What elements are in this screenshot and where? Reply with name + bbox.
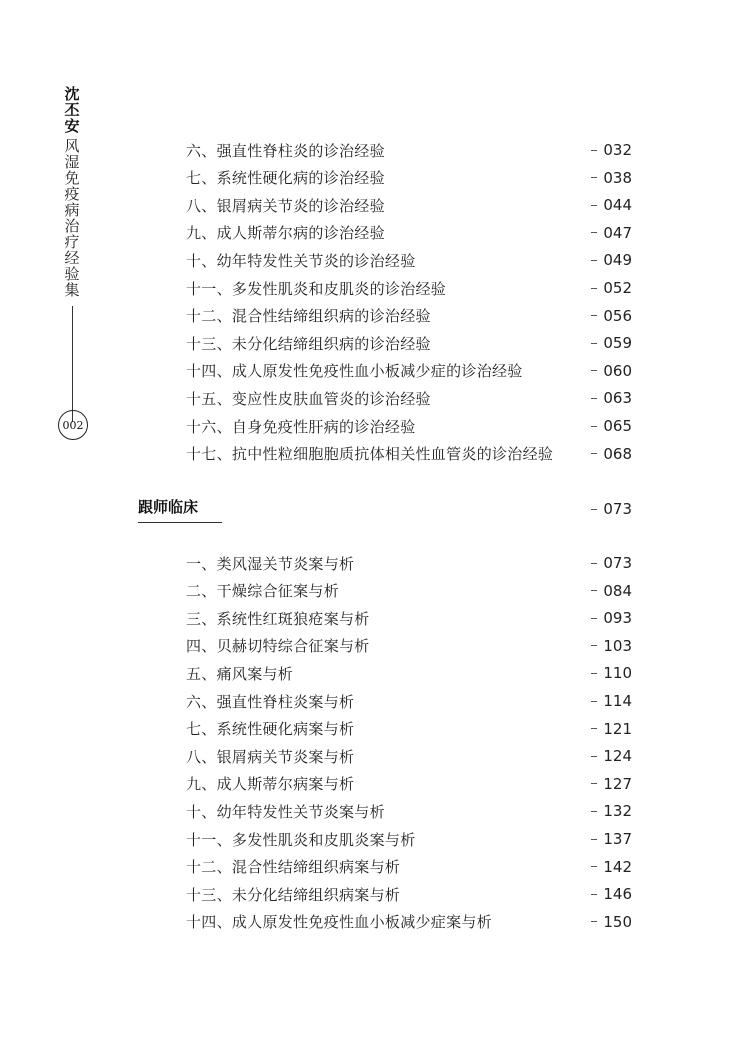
leader-dash xyxy=(591,921,597,922)
leader-dash xyxy=(591,618,597,619)
toc-entry-page-number: 068 xyxy=(603,444,632,463)
toc-entry-label: 七、系统性硬化病案与析 xyxy=(186,720,355,739)
toc-entry-page xyxy=(591,224,632,242)
toc-entry-page xyxy=(591,362,632,380)
toc-entry-page xyxy=(591,445,632,463)
leader-dash xyxy=(591,563,597,564)
leader-dash xyxy=(591,398,597,399)
toc-entry-page-number: 056 xyxy=(603,306,632,325)
toc-entry-label: 九、成人斯蒂尔病案与析 xyxy=(186,775,355,794)
leader-dash xyxy=(591,673,597,674)
toc-entry-label: 二、干燥综合征案与析 xyxy=(186,582,340,601)
toc-entry-label: 十七、抗中性粒细胞胞质抗体相关性血管炎的诊治经验 xyxy=(186,445,554,464)
toc-entry-label: 十五、变应性皮肤血管炎的诊治经验 xyxy=(186,389,431,408)
toc-entry-label: 十一、多发性肌炎和皮肌炎的诊治经验 xyxy=(186,279,447,298)
toc-entry-label: 十六、自身免疫性肝病的诊治经验 xyxy=(186,417,416,436)
section-page xyxy=(591,500,632,518)
toc-entry[interactable] xyxy=(186,745,632,767)
toc-entry[interactable] xyxy=(186,690,632,712)
leader-dash xyxy=(591,728,597,729)
author-name: 沈丕安 xyxy=(62,86,81,134)
toc-entry[interactable] xyxy=(186,443,632,465)
toc-entry-page xyxy=(591,307,632,325)
toc-entry[interactable] xyxy=(186,167,632,189)
toc-entry-page-number: 142 xyxy=(603,857,632,876)
toc-entry-page xyxy=(591,334,632,352)
toc-entry-page-number: 038 xyxy=(603,168,632,187)
toc-entry-page xyxy=(591,747,632,765)
toc-entry[interactable] xyxy=(186,883,632,905)
leader-dash xyxy=(591,426,597,427)
toc-entry[interactable] xyxy=(186,800,632,822)
section-heading-row[interactable] xyxy=(138,497,632,521)
toc-entry-label: 十二、混合性结缔组织病案与析 xyxy=(186,858,401,877)
leader-dash xyxy=(591,260,597,261)
book-title: 风湿免疫病治疗经验集 xyxy=(62,138,81,298)
page-number-badge: 002 xyxy=(58,410,88,440)
toc-entry-label: 十三、未分化结缔组织病的诊治经验 xyxy=(186,334,431,353)
toc-entry[interactable] xyxy=(186,552,632,574)
toc-entry-page xyxy=(591,417,632,435)
toc-entry[interactable] xyxy=(186,277,632,299)
toc-entry-page xyxy=(591,775,632,793)
leader-dash xyxy=(591,343,597,344)
leader-dash xyxy=(591,756,597,757)
toc-entry-page xyxy=(591,196,632,214)
toc-entry-label: 八、银屑病关节炎的诊治经验 xyxy=(186,196,385,215)
toc-entry-page-number: 150 xyxy=(603,912,632,931)
toc-entry-page-number: 084 xyxy=(603,581,632,600)
toc-entry-page-number: 146 xyxy=(603,885,632,904)
toc-entry-page xyxy=(591,802,632,820)
book-sidebar xyxy=(58,86,86,422)
toc-entry-label: 七、系统性硬化病的诊治经验 xyxy=(186,169,385,188)
toc-entry[interactable] xyxy=(186,305,632,327)
toc-entry[interactable] xyxy=(186,607,632,629)
toc-entry-label: 十一、多发性肌炎和皮肌炎案与析 xyxy=(186,830,416,849)
toc-entry-page-number: 032 xyxy=(603,141,632,159)
toc-entry-page-number: 049 xyxy=(603,251,632,270)
leader-dash xyxy=(591,811,597,812)
leader-dash xyxy=(591,177,597,178)
toc-entry[interactable] xyxy=(186,139,632,161)
toc-entry-page xyxy=(591,389,632,407)
toc-entry-label: 十、幼年特发性关节炎案与析 xyxy=(186,802,385,821)
toc-entry[interactable] xyxy=(186,856,632,878)
toc-entry-label: 十二、混合性结缔组织病的诊治经验 xyxy=(186,307,431,326)
toc-entry-label: 九、成人斯蒂尔病的诊治经验 xyxy=(186,224,385,243)
toc-entry-page xyxy=(591,858,632,876)
leader-dash xyxy=(591,783,597,784)
toc-entry-page-number: 059 xyxy=(603,334,632,353)
toc-entry[interactable] xyxy=(186,911,632,933)
toc-entry[interactable] xyxy=(186,360,632,382)
leader-dash xyxy=(591,370,597,371)
toc-entry-page-number: 103 xyxy=(603,636,632,655)
toc-entry-page xyxy=(591,913,632,931)
toc-entry-page xyxy=(591,279,632,297)
toc-entry-label: 十四、成人原发性免疫性血小板减少症的诊治经验 xyxy=(186,362,523,381)
toc-entry-page-number: 110 xyxy=(603,664,632,683)
leader-dash xyxy=(591,839,597,840)
toc-entry[interactable] xyxy=(186,194,632,216)
toc-entry-label: 八、银屑病关节炎案与析 xyxy=(186,747,355,766)
toc-entry[interactable] xyxy=(186,828,632,850)
toc-entry-label: 一、类风湿关节炎案与析 xyxy=(186,554,355,573)
toc-entry-page xyxy=(591,664,632,682)
toc-entry-label: 十、幼年特发性关节炎的诊治经验 xyxy=(186,251,416,270)
toc-entry-label: 四、贝赫切特综合征案与析 xyxy=(186,637,370,656)
toc-entry-page xyxy=(591,251,632,269)
toc-entry[interactable] xyxy=(186,222,632,244)
toc-entry[interactable] xyxy=(186,332,632,354)
toc-entry-page xyxy=(591,554,632,572)
leader-dash xyxy=(591,701,597,702)
toc-entry-label: 十四、成人原发性免疫性血小板减少症案与析 xyxy=(186,913,493,932)
toc-entry-page-number: 124 xyxy=(603,747,632,766)
toc-entry-page-number: 052 xyxy=(603,279,632,297)
leader-dash xyxy=(591,645,597,646)
toc-entry[interactable] xyxy=(186,415,632,437)
toc-entry[interactable] xyxy=(186,635,632,657)
leader-dash xyxy=(591,866,597,867)
toc-entry-page xyxy=(591,637,632,655)
toc-entry-page-number: 132 xyxy=(603,802,632,821)
leader-dash xyxy=(591,453,597,454)
toc-entry-page-number: 137 xyxy=(603,830,632,848)
toc-entry[interactable] xyxy=(186,580,632,602)
section-page-number: 073 xyxy=(603,500,632,518)
toc-entry[interactable] xyxy=(186,718,632,740)
leader-dash xyxy=(591,590,597,591)
toc-entry-label: 十三、未分化结缔组织病案与析 xyxy=(186,885,401,904)
leader-dash xyxy=(591,150,597,151)
leader-dash xyxy=(591,894,597,895)
toc-entry-label: 三、系统性红斑狼疮案与析 xyxy=(186,609,370,628)
toc-entry-label: 六、强直性脊柱炎案与析 xyxy=(186,692,355,711)
leader-dash xyxy=(591,205,597,206)
toc-entry-page xyxy=(591,582,632,600)
toc-entry-page xyxy=(591,720,632,738)
toc-entry-page xyxy=(591,141,632,159)
section-title: 跟师临床 xyxy=(138,496,198,523)
toc-entry-page-number: 065 xyxy=(603,417,632,435)
toc-entry[interactable] xyxy=(186,387,632,409)
toc-entry[interactable] xyxy=(186,773,632,795)
toc-entry-page-number: 060 xyxy=(603,361,632,380)
leader-dash xyxy=(591,509,597,510)
toc-entry-page-number: 114 xyxy=(603,692,632,710)
toc-entry-page xyxy=(591,830,632,848)
leader-dash xyxy=(591,232,597,233)
toc-entry-page xyxy=(591,885,632,903)
leader-dash xyxy=(591,315,597,316)
toc-entry-page-number: 073 xyxy=(603,554,632,572)
sidebar-divider xyxy=(72,306,73,422)
toc-entry-page xyxy=(591,609,632,627)
toc-entry-page-number: 044 xyxy=(603,196,632,215)
toc-entry-page-number: 121 xyxy=(603,719,632,738)
toc-entry[interactable] xyxy=(186,662,632,684)
toc-entry-page xyxy=(591,169,632,187)
toc-entry-label: 六、强直性脊柱炎的诊治经验 xyxy=(186,141,385,160)
toc-entry-page xyxy=(591,692,632,710)
toc-entry-page-number: 047 xyxy=(603,223,632,242)
toc-entry-page-number: 127 xyxy=(603,774,632,793)
toc-entry-page-number: 063 xyxy=(603,389,632,408)
toc-entry-page-number: 093 xyxy=(603,609,632,628)
leader-dash xyxy=(591,288,597,289)
toc-entry-label: 五、痛风案与析 xyxy=(186,664,294,683)
toc-entry[interactable] xyxy=(186,249,632,271)
